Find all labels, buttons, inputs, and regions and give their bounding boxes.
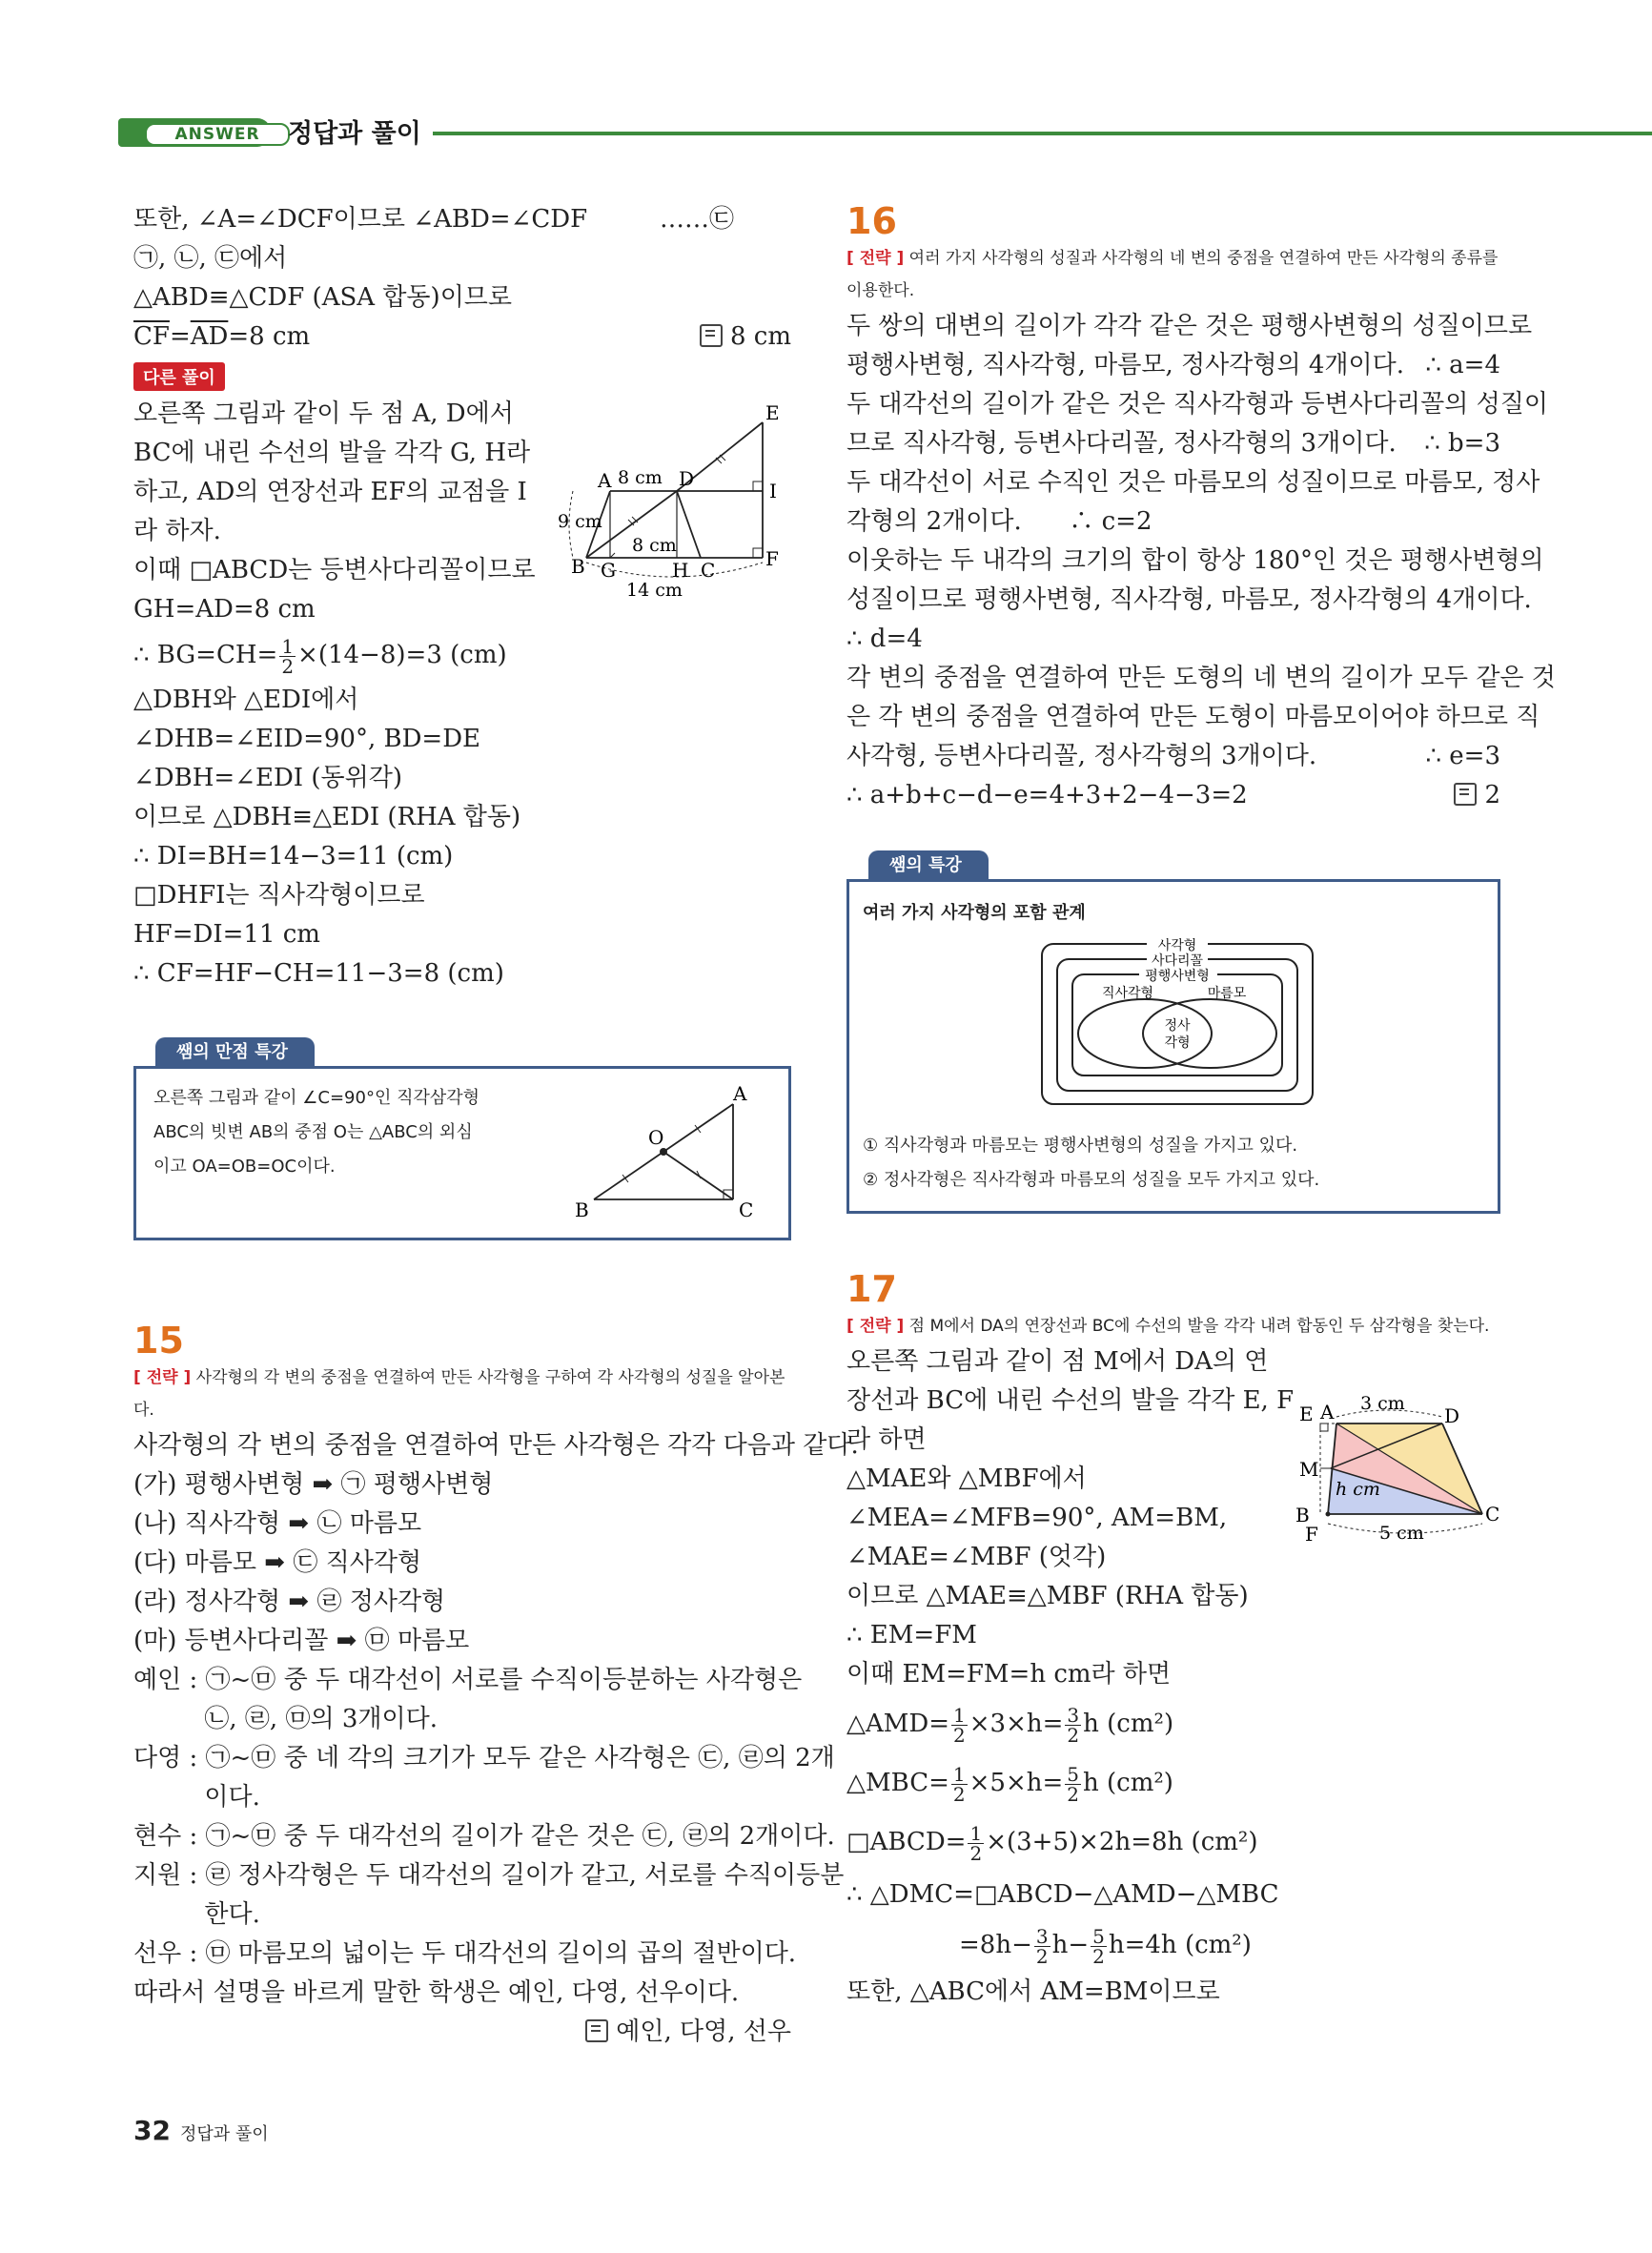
text-line: (다) 마름모 ➡ ㉢ 직사각형	[133, 1548, 422, 1577]
text-line: 각 변의 중점을 연결하여 만든 도형의 네 변의 길이가 모두 같은 것	[846, 664, 1556, 692]
tip-box-right	[846, 855, 1500, 1214]
header-rule	[433, 132, 1652, 135]
label-B: B	[571, 555, 585, 578]
text-line: 은 각 변의 중점을 연결하여 만든 도형이 마름모이어야 하므로 직	[846, 703, 1540, 731]
text-line: ∴ EM=FM	[846, 1621, 977, 1649]
answer-icon	[585, 2019, 608, 2042]
venn-label: 정사	[1164, 1018, 1191, 1034]
label-I: I	[769, 480, 777, 502]
venn-label: 평행사변형	[1145, 969, 1210, 984]
text-line: 이다.	[133, 1783, 260, 1812]
label-mid: 8 cm	[632, 535, 677, 556]
text-line: $\overline{CF}=\overline{AD}=8$ cm 8 cm	[133, 317, 791, 357]
text-line: (마) 등변사다리꼴 ➡ ㉤ 마름모	[133, 1627, 470, 1655]
text-line: 사각형의 각 변의 중점을 연결하여 만든 사각형은 각각 다음과 같다.	[133, 1431, 859, 1460]
page-footer	[133, 2115, 269, 2146]
calc-line: □ABCD= $\frac{1}{2}$ ×(3+5)×2h=8h (cm²)	[846, 1821, 1258, 1865]
answer-line	[133, 2013, 791, 2052]
label-C: C	[739, 1198, 754, 1221]
text-line: 하고, AD의 연장선과 EF의 교점을 I	[133, 478, 527, 506]
text-line: ∠MAE=∠MBF (엇각)	[846, 1543, 1107, 1571]
text-line: △ABD≡△CDF (ASA 합동)이므로	[133, 283, 513, 312]
problem-16	[846, 200, 1556, 815]
text-line: 오른쪽 그림과 같이 점 M에서 DA의 연	[846, 1347, 1269, 1376]
text-line: ㉡, ㉣, ㉤의 3개이다.	[133, 1705, 438, 1733]
label-bottom: 14 cm	[626, 580, 683, 601]
problem-number: 15	[133, 1320, 184, 1362]
text-line: 다영 : ㉠~㉤ 중 네 각의 크기가 모두 같은 사각형은 ㉢, ㉣의 2개	[133, 1744, 835, 1772]
text-line: 이고 OA=OB=OC이다.	[153, 1157, 336, 1177]
label-O: O	[648, 1126, 664, 1149]
text-line: ② 정사각형은 직사각형과 마름모의 성질을 모두 가지고 있다.	[863, 1170, 1320, 1190]
label-left: 9 cm	[558, 511, 602, 532]
problem-number: 17	[846, 1268, 897, 1310]
text-line: 각형의 2개이다. ∴ c=2	[846, 507, 1152, 536]
label-B: B	[1295, 1504, 1310, 1526]
header-title: 정답과 풀이	[288, 119, 421, 149]
calc-line: △MBC= $\frac{1}{2}$ ×5×h= $\frac{5}{2}$ h (cm²)	[846, 1762, 1173, 1806]
calc-line: △AMD= $\frac{1}{2}$ ×3×h= $\frac{3}{2}$ h (cm²)	[846, 1703, 1174, 1747]
text-line: 이므로 △MAE≡△MBF (RHA 합동)	[846, 1582, 1249, 1610]
text-line: 므로 직사각형, 등변사다리꼴, 정사각형의 3개이다. ∴ b=3	[846, 429, 1500, 458]
text-line: 평행사변형, 직사각형, 마름모, 정사각형의 4개이다. ∴ a=4	[846, 351, 1500, 379]
text-line: 이므로 △DBH≡△EDI (RHA 합동)	[133, 803, 521, 831]
text-line: HF=DI=11 cm	[133, 920, 320, 949]
quadrilateral-figure	[1292, 1390, 1506, 1557]
text-line: 따라서 설명을 바르게 말한 학생은 예인, 다영, 선우이다.	[133, 1978, 740, 2007]
label-A: A	[598, 469, 612, 492]
text-line: ∠MEA=∠MFB=90°, AM=BM,	[846, 1504, 1228, 1532]
calc-line: ∴ BG=CH= $\frac{1}{2}$ ×(14−8)=3 (cm)	[133, 634, 507, 678]
label-top: 8 cm	[618, 467, 663, 488]
label-top: 3 cm	[1360, 1393, 1405, 1414]
tip-box-subtitle: 여러 가지 사각형의 포함 관계	[863, 903, 1086, 923]
tip-box-left	[133, 1042, 791, 1240]
text-line: ∴ CF=HF−CH=11−3=8 (cm)	[133, 959, 504, 988]
label-M: M	[1299, 1458, 1319, 1481]
text-line: ∠DBH=∠EDI (동위각)	[133, 764, 402, 792]
venn-label: 직사각형	[1101, 986, 1154, 1001]
text-line: 또한, ∠A=∠DCF이므로 ∠ABD=∠CDF ……㉢	[133, 205, 734, 234]
text-line: △MAE와 △MBF에서	[846, 1464, 1087, 1493]
strategy: [ 전략 ] 점 M에서 DA의 연장선과 BC에 수선의 발을 각각 내려 합동인 두 삼각형을 찾는다.	[846, 1317, 1490, 1336]
strategy: [ 전략 ] 사각형의 각 변의 중점을 연결하여 만든 사각형을 구하여 각 사각형의 성질을 알아본다.	[133, 1368, 785, 1420]
answer-badge: ANSWER	[145, 123, 290, 146]
text-line: 라 하자.	[133, 517, 221, 545]
text-line: 오른쪽 그림과 같이 두 점 A, D에서	[133, 399, 514, 428]
text-line: 이웃하는 두 내각의 크기의 합이 항상 180°인 것은 평행사변형의	[846, 546, 1544, 575]
label-h: h cm	[1336, 1479, 1380, 1500]
tip-box-text	[153, 1081, 479, 1184]
label-F: F	[765, 547, 779, 570]
text-line: GH=AD=8 cm	[133, 595, 316, 624]
right-triangle-figure	[556, 1085, 775, 1223]
problem-15	[133, 1320, 859, 2052]
text-line: 두 대각선의 길이가 같은 것은 직사각형과 등변사다리꼴의 성질이	[846, 390, 1548, 419]
label-bottom: 5 cm	[1379, 1523, 1424, 1544]
text-line: 현수 : ㉠~㉤ 중 두 대각선의 길이가 같은 것은 ㉢, ㉣의 2개이다.	[133, 1822, 835, 1851]
label-D: D	[1444, 1404, 1460, 1427]
page-header	[118, 113, 1652, 160]
text-line: 성질이므로 평행사변형, 직사각형, 마름모, 정사각형의 4개이다.	[846, 585, 1532, 614]
label-C: C	[1485, 1503, 1500, 1526]
answer-mark: 예인, 다영, 선우	[585, 2013, 791, 2052]
text-line: 선우 : ㉤ 마름모의 넓이는 두 대각선의 길이의 곱의 절반이다.	[133, 1939, 797, 1968]
text-line: □DHFI는 직사각형이므로	[133, 881, 425, 910]
label-D: D	[679, 467, 695, 490]
label-E: E	[1299, 1403, 1314, 1425]
answer-mark: 8 cm	[700, 317, 791, 357]
label-B: B	[575, 1198, 589, 1221]
venn-label: 사각형	[1157, 938, 1197, 953]
venn-label: 사다리꼴	[1151, 953, 1204, 969]
text-line: 장선과 BC에 내린 수선의 발을 각각 E, F	[846, 1386, 1295, 1415]
text-line: △DBH와 △EDI에서	[133, 686, 359, 714]
text-line: ① 직사각형과 마름모는 평행사변형의 성질을 가지고 있다.	[863, 1136, 1298, 1156]
text-line: (라) 정사각형 ➡ ㉣ 정사각형	[133, 1587, 446, 1616]
calc-line: =8h− $\frac{3}{2}$ h− $\frac{5}{2}$ h=4h (cm²)	[959, 1924, 1252, 1968]
text-line: 이때 □ABCD는 등변사다리꼴이므로	[133, 556, 536, 584]
quadrilateral-venn-diagram	[1040, 938, 1316, 1110]
text-line: 라 하면	[846, 1425, 927, 1454]
tip-box-title: 쌤의 만점 특강	[155, 1037, 315, 1068]
page-number: 32	[133, 2115, 171, 2146]
venn-label: 마름모	[1207, 986, 1247, 1001]
tip-box-title: 쌤의 특강	[868, 850, 989, 881]
trapezoid-figure	[558, 405, 791, 601]
text-line: 오른쪽 그림과 같이 ∠C=90°인 직각삼각형	[153, 1088, 480, 1108]
text-line: 지원 : ㉣ 정사각형은 두 대각선의 길이가 같고, 서로를 수직이등분	[133, 1861, 845, 1890]
text-line: ABC의 빗변 AB의 중점 O는 △ABC의 외심	[153, 1122, 473, 1142]
answer-icon	[700, 324, 723, 347]
text-line: ∴ DI=BH=14−3=11 (cm)	[133, 842, 454, 870]
calc-line: ∴ △DMC=□ABCD−△AMD−△MBC	[846, 1880, 1279, 1909]
label-F: F	[1305, 1523, 1318, 1546]
label-G: G	[601, 559, 616, 582]
label-A: A	[1320, 1401, 1335, 1423]
venn-label: 각형	[1164, 1035, 1191, 1051]
label-H: H	[672, 559, 689, 582]
label-C: C	[701, 559, 716, 582]
answer-icon	[1454, 783, 1477, 806]
answer-mark: 2	[1454, 776, 1500, 815]
strategy: [ 전략 ] 여러 가지 사각형의 성질과 사각형의 네 변의 중점을 연결하여 만든 사각형의 종류를 이용한다.	[846, 249, 1499, 300]
text-line: ∴ a+b+c−d−e=4+3+2−4−3=2 2	[846, 776, 1500, 815]
footer-label: 정답과 풀이	[179, 2124, 269, 2144]
text-line: ∴ d=4	[846, 625, 923, 653]
text-line: 예인 : ㉠~㉤ 중 두 대각선이 서로를 수직이등분하는 사각형은	[133, 1666, 803, 1694]
text-line: ㉠, ㉡, ㉢에서	[133, 244, 288, 273]
problem-17	[846, 1268, 1500, 2012]
text-line: ∠DHB=∠EID=90°, BD=DE	[133, 725, 481, 753]
text-line: 한다.	[133, 1900, 260, 1929]
label-E: E	[765, 405, 780, 424]
text-line: 두 쌍의 대변의 길이가 각각 같은 것은 평행사변형의 성질이므로	[846, 312, 1533, 340]
text-line: (나) 직사각형 ➡ ㉡ 마름모	[133, 1509, 422, 1538]
text-line: BC에 내린 수선의 발을 각각 G, H라	[133, 439, 531, 467]
text-line: 두 대각선이 서로 수직인 것은 마름모의 성질이므로 마름모, 정사	[846, 468, 1540, 497]
text-line: 사각형, 등변사다리꼴, 정사각형의 3개이다. ∴ e=3	[846, 742, 1500, 770]
alt-solution-tag: 다른 풀이	[133, 362, 225, 391]
text-line: (가) 평행사변형 ➡ ㉠ 평행사변형	[133, 1470, 494, 1499]
text-line: 이때 EM=FM=h cm라 하면	[846, 1660, 1172, 1689]
problem-number: 16	[846, 200, 897, 242]
tip-box-notes	[863, 1129, 1319, 1198]
text-line: 또한, △ABC에서 AM=BM이므로	[846, 1977, 1220, 2006]
label-A: A	[733, 1085, 747, 1105]
